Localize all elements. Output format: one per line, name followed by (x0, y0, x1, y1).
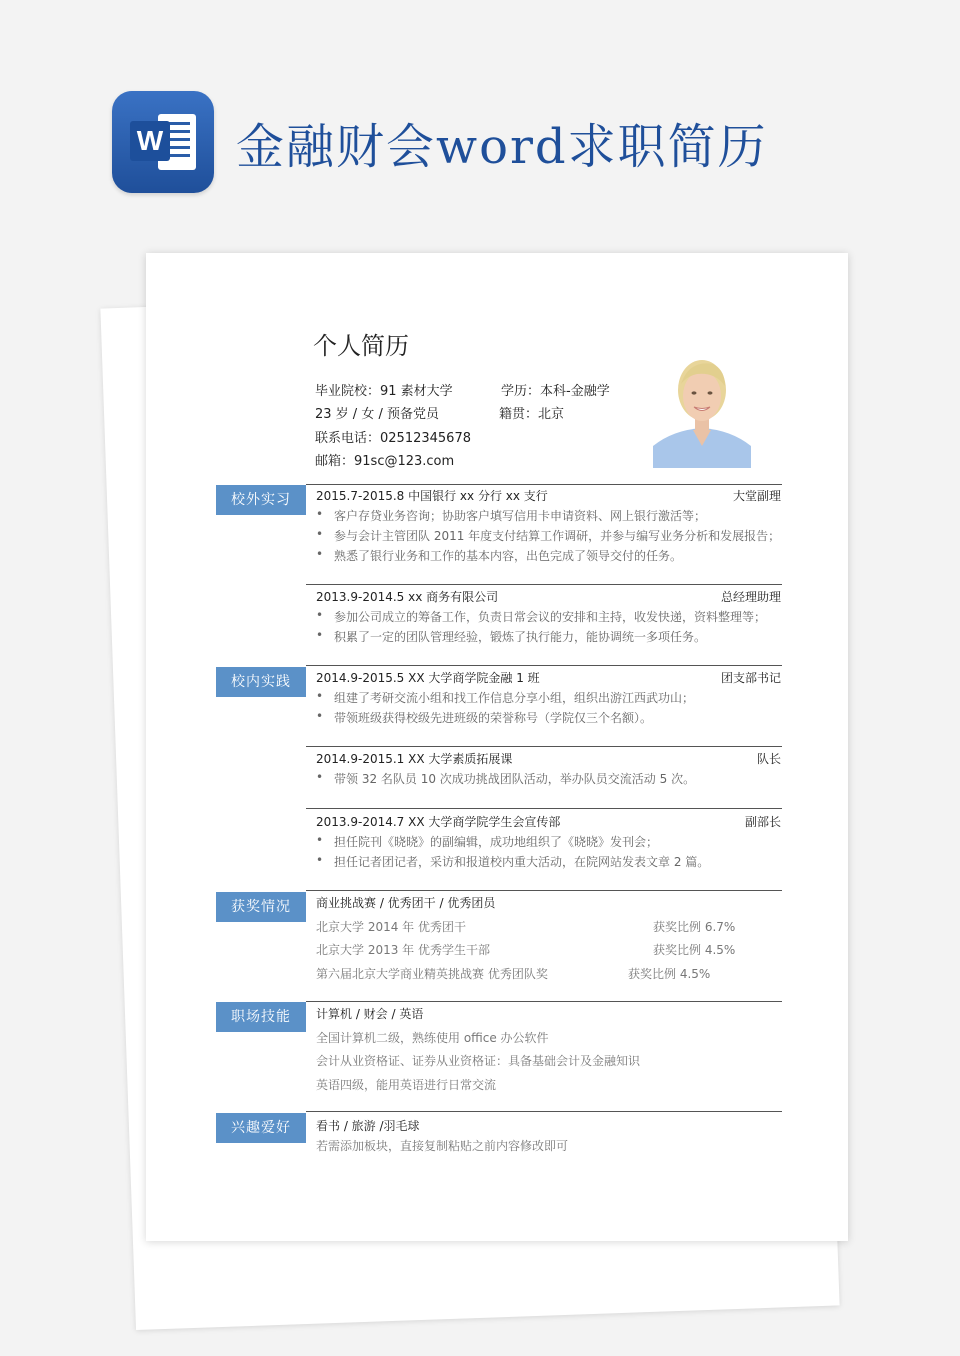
section-divider (306, 1001, 782, 1002)
hobbies-note: 若需添加板块，直接复制粘贴之前内容修改即可 (316, 1139, 569, 1153)
entry-bullet: • 组建了考研交流小组和找工作信息分享小组，组织出游江西武功山； (318, 689, 694, 706)
awards-headline: 商业挑战赛 / 优秀团干 / 优秀团员 (316, 896, 496, 910)
entry-bullet: • 带领 32 名队员 10 次成功挑战团队活动，举办队员交流活动 5 次。 (318, 770, 695, 787)
entry-bullet: • 带领班级获得校级先进班级的荣誉称号（学院仅三个名额）。 (318, 709, 652, 726)
info-basic: 23 岁 / 女 / 预备党员 (315, 407, 439, 422)
skill-item: 全国计算机二级，熟练使用 office 办公软件 (316, 1031, 549, 1045)
award-name: 北京大学 2013 年 优秀学生干部 (316, 943, 490, 957)
award-ratio: 获奖比例 6.7% (653, 920, 736, 934)
entry-role: 队长 (756, 752, 781, 766)
section-divider (306, 484, 782, 485)
entry-bullet: • 担任院刊《晓晓》的副编辑，成功地组织了《晓晓》发刊会； (318, 833, 658, 850)
entry-role: 团支部书记 (720, 671, 781, 685)
profile-photo (653, 346, 751, 468)
section-label-campus: 校内实践 (216, 667, 306, 697)
entry-date-org: 2015.7-2015.8 中国银行 xx 分行 xx 支行 (316, 489, 548, 503)
skills-headline: 计算机 / 财会 / 英语 (316, 1007, 424, 1021)
section-divider (306, 1111, 782, 1112)
info-email: 邮箱：91sc@123.com (315, 454, 455, 469)
entry-role: 总经理助理 (720, 590, 781, 604)
entry-date-org: 2014.9-2015.5 XX 大学商学院金融 1 班 (316, 671, 540, 685)
info-phone: 联系电话：02512345678 (315, 431, 471, 446)
info-school: 毕业院校：91 素材大学 (315, 384, 453, 399)
award-ratio: 获奖比例 4.5% (653, 943, 736, 957)
info-hometown: 籍贯：北京 (499, 407, 565, 422)
section-divider (306, 665, 782, 666)
section-label-skills: 职场技能 (216, 1002, 306, 1032)
entry-bullet: • 熟悉了银行业务和工作的基本内容，出色完成了领导交付的任务。 (318, 547, 682, 564)
entry-divider (306, 746, 782, 747)
award-name: 北京大学 2014 年 优秀团干 (316, 920, 466, 934)
entry-date-org: 2014.9-2015.1 XX 大学素质拓展课 (316, 752, 513, 766)
entry-role: 大堂副理 (732, 489, 781, 503)
entry-divider (306, 808, 782, 809)
skill-item: 英语四级，能用英语进行日常交流 (316, 1078, 497, 1092)
banner-title: 金融财会word求职简历 (236, 119, 768, 175)
award-name: 第六届北京大学商业精英挑战赛 优秀团队奖 (316, 967, 548, 981)
entry-date-org: 2013.9-2014.5 xx 商务有限公司 (316, 590, 499, 604)
entry-date-org: 2013.9-2014.7 XX 大学商学院学生会宣传部 (316, 815, 561, 829)
hobbies-headline: 看书 / 旅游 /羽毛球 (316, 1119, 420, 1133)
section-label-internship: 校外实习 (216, 485, 306, 515)
info-degree: 学历：本科-金融学 (501, 384, 610, 399)
section-label-hobbies: 兴趣爱好 (216, 1113, 306, 1143)
entry-divider (306, 584, 782, 585)
entry-bullet: • 担任记者团记者，采访和报道校内重大活动，在院网站发表文章 2 篇。 (318, 853, 709, 870)
award-ratio: 获奖比例 4.5% (628, 967, 711, 981)
skill-item: 会计从业资格证、证券从业资格证：具备基础会计及金融知识 (316, 1054, 641, 1068)
entry-role: 副部长 (744, 815, 781, 829)
resume-title: 个人简历 (313, 332, 409, 360)
entry-bullet: • 积累了一定的团队管理经验，锻炼了执行能力，能协调统一多项任务。 (318, 628, 706, 645)
section-label-awards: 获奖情况 (216, 892, 306, 922)
entry-bullet: • 客户存贷业务咨询；协助客户填写信用卡申请资料、网上银行激活等； (318, 507, 706, 524)
section-divider (306, 890, 782, 891)
word-letter-badge: W (130, 121, 170, 161)
entry-bullet: • 参加公司成立的筹备工作，负责日常会议的安排和主持，收发快递，资料整理等； (318, 608, 766, 625)
entry-bullet: • 参与会计主管团队 2011 年度支付结算工作调研，并参与编写业务分析和发展报告； (318, 527, 780, 544)
word-app-icon (112, 91, 214, 193)
